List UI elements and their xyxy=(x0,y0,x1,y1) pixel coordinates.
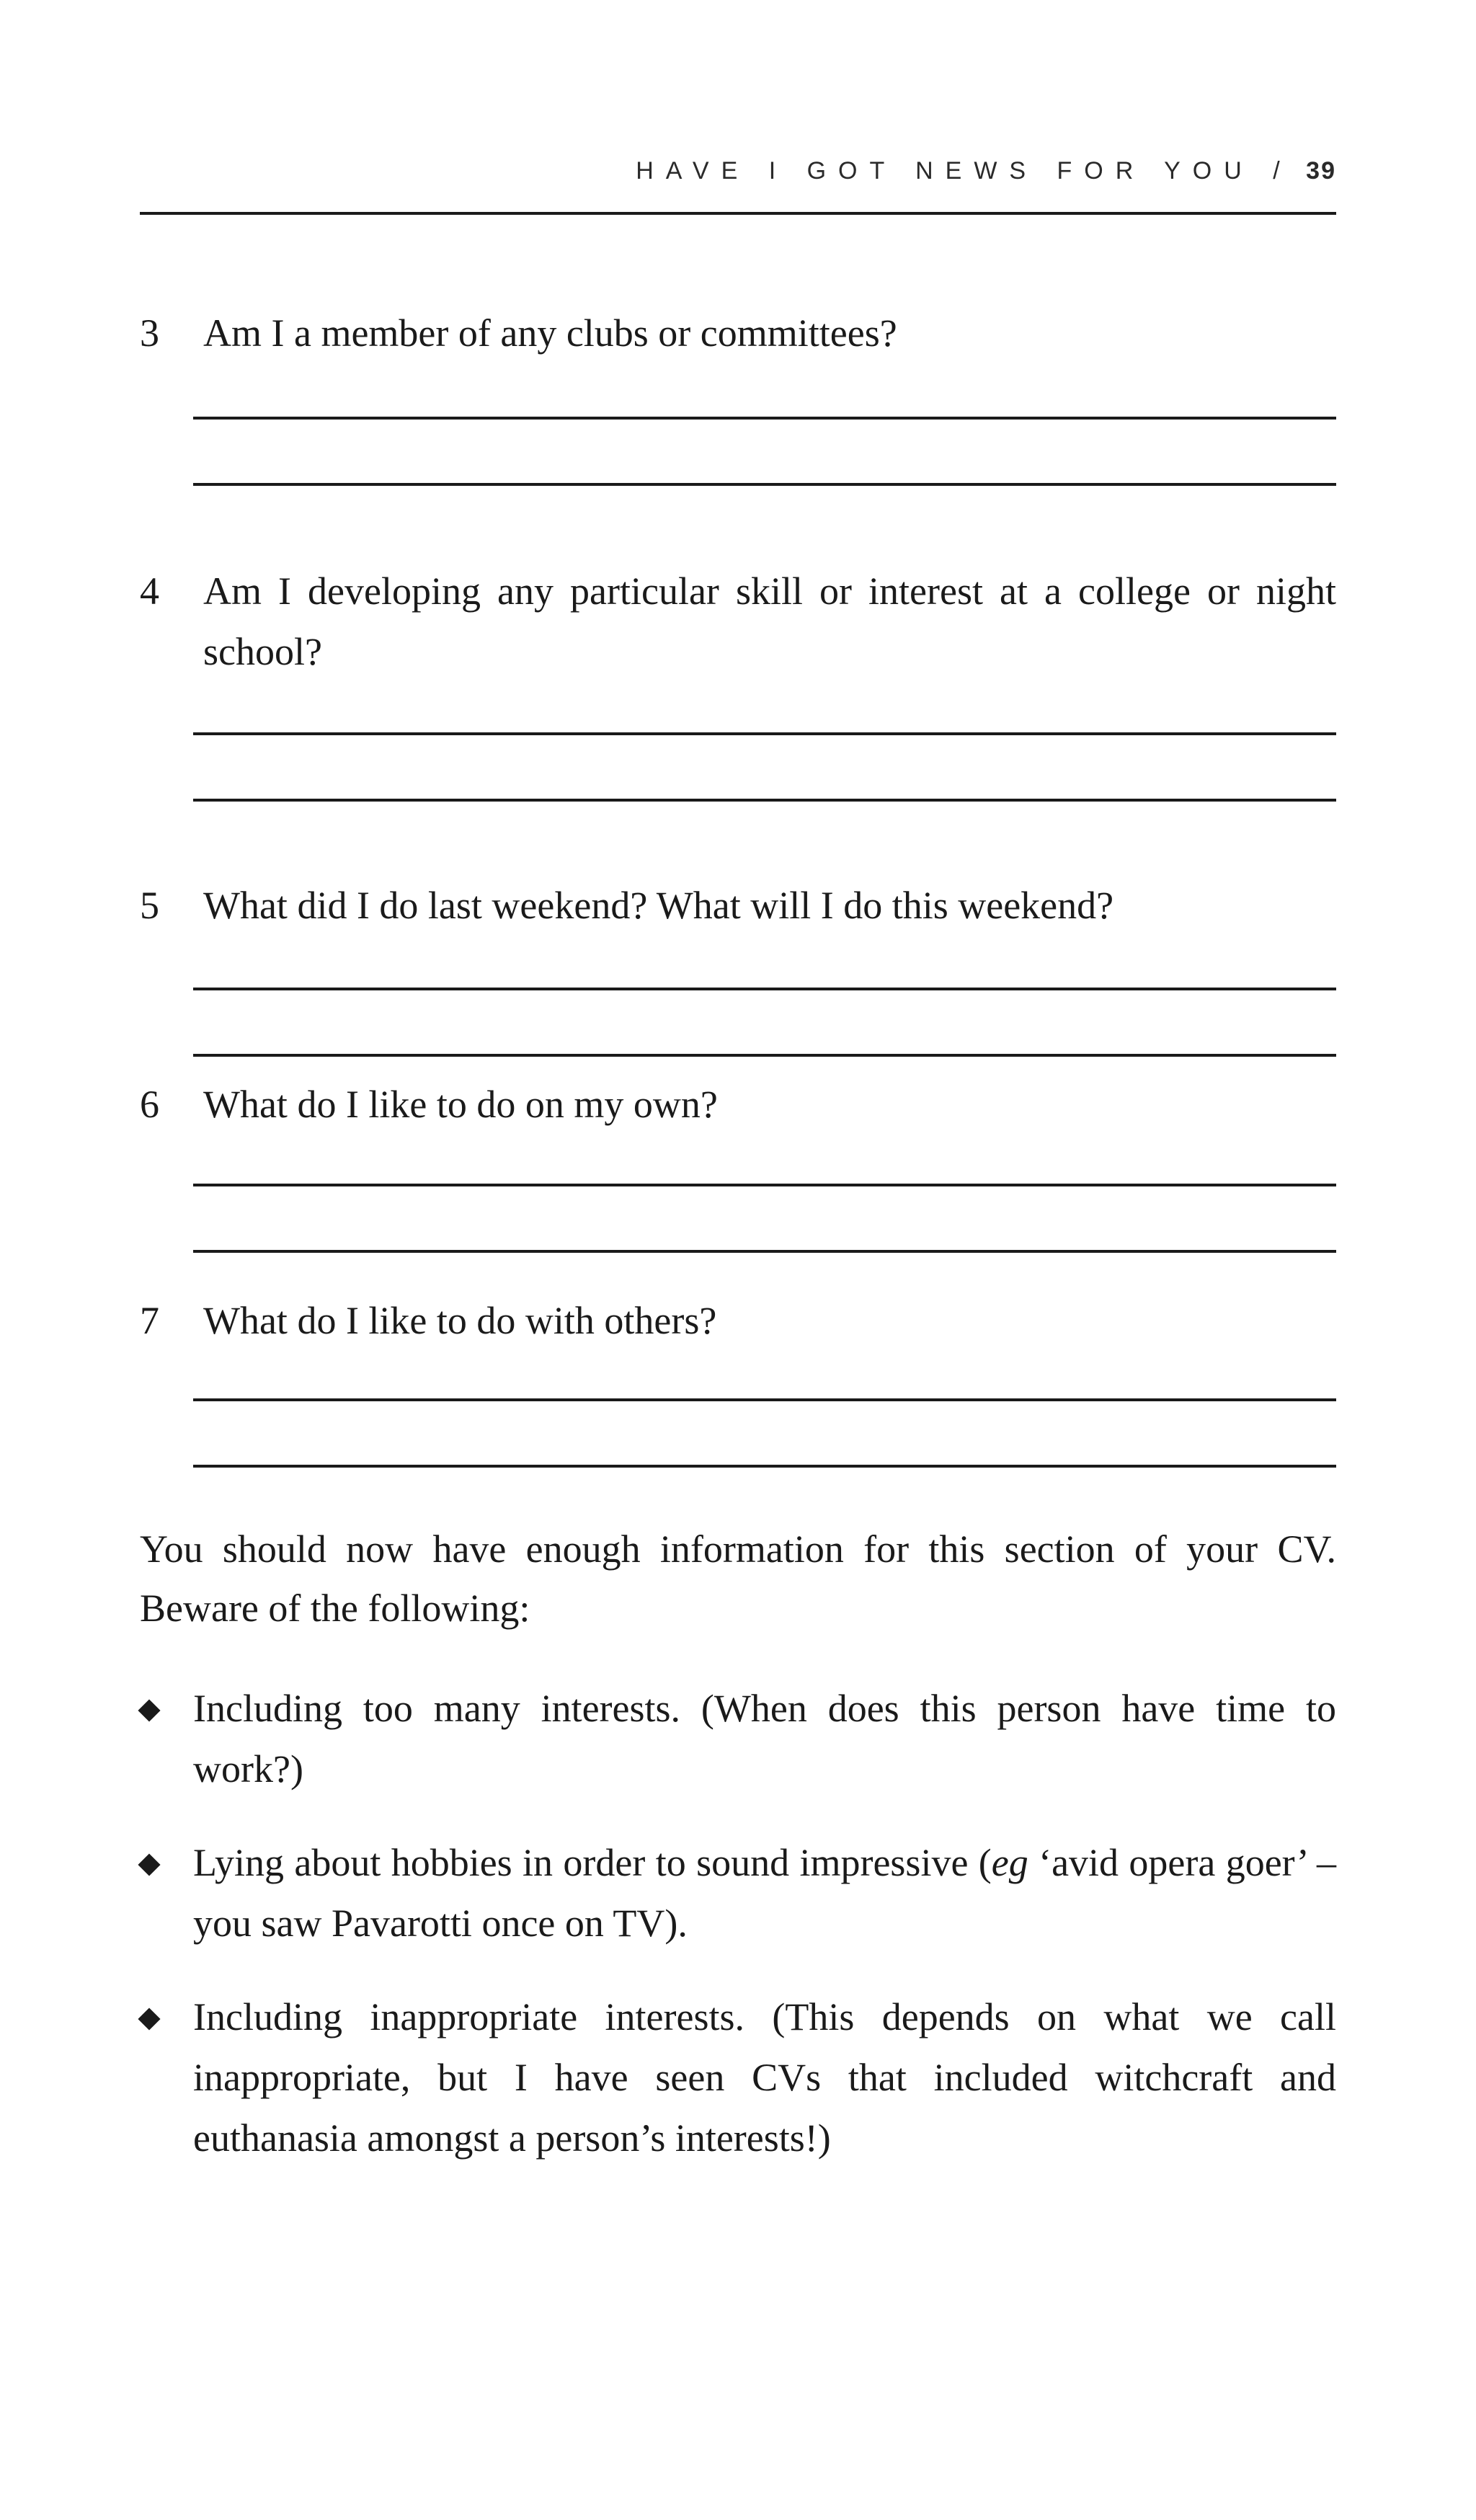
answer-line xyxy=(193,1465,1336,1468)
answer-line xyxy=(193,799,1336,802)
bullet-item: Including inappropriate interests. (This depends on what we call inappropriate, but I have seen CVs that included witchcraft and euthanasia amongst a person’s interests!) xyxy=(193,1995,1336,2160)
running-head-text xyxy=(636,157,1336,185)
question-text: Am I a member of any clubs or committees? xyxy=(203,311,897,355)
diamond-bullet-icon xyxy=(138,1853,160,1876)
question-number: 7 xyxy=(140,1299,159,1342)
question-text: What do I like to do with others? xyxy=(203,1299,717,1342)
question-text: What do I like to do on my own? xyxy=(203,1083,718,1126)
question-number: 6 xyxy=(140,1083,159,1126)
question-text: Am I developing any particular skill or interest at a college or night school? xyxy=(203,569,1336,673)
header-separator: / xyxy=(1273,157,1287,185)
bullet-text-part: Lying about hobbies in order to sound impressive ( xyxy=(193,1841,992,1884)
bullet-item: Including too many interests. (When does this person have time to work?) xyxy=(193,1687,1336,1791)
bullet-text-italic: eg xyxy=(991,1841,1028,1884)
running-title: HAVE I GOT NEWS FOR YOU xyxy=(636,157,1254,185)
answer-line xyxy=(193,1054,1336,1057)
running-header xyxy=(140,153,1336,215)
answer-line xyxy=(193,417,1336,420)
diamond-bullet-icon xyxy=(138,2007,160,2030)
bullet-text-part: ‘avid opera goer’ – you saw Pavarotti once on TV). xyxy=(193,1841,1336,1945)
answer-line xyxy=(193,1250,1336,1253)
answer-line xyxy=(193,1184,1336,1186)
question-text: What did I do last weekend? What will I do this weekend? xyxy=(203,884,1114,927)
question-number: 3 xyxy=(140,311,159,355)
answer-line xyxy=(193,1398,1336,1401)
question-number: 4 xyxy=(140,569,159,613)
answer-line xyxy=(193,483,1336,486)
answer-line xyxy=(193,732,1336,735)
diamond-bullet-icon xyxy=(138,1699,160,1721)
page-number: 39 xyxy=(1306,157,1336,185)
answer-line xyxy=(193,988,1336,990)
question-number: 5 xyxy=(140,884,159,927)
bullet-item xyxy=(193,1832,1336,1953)
intro-paragraph: You should now have enough information for this section of your CV. Beware of the following: xyxy=(140,1527,1336,1630)
